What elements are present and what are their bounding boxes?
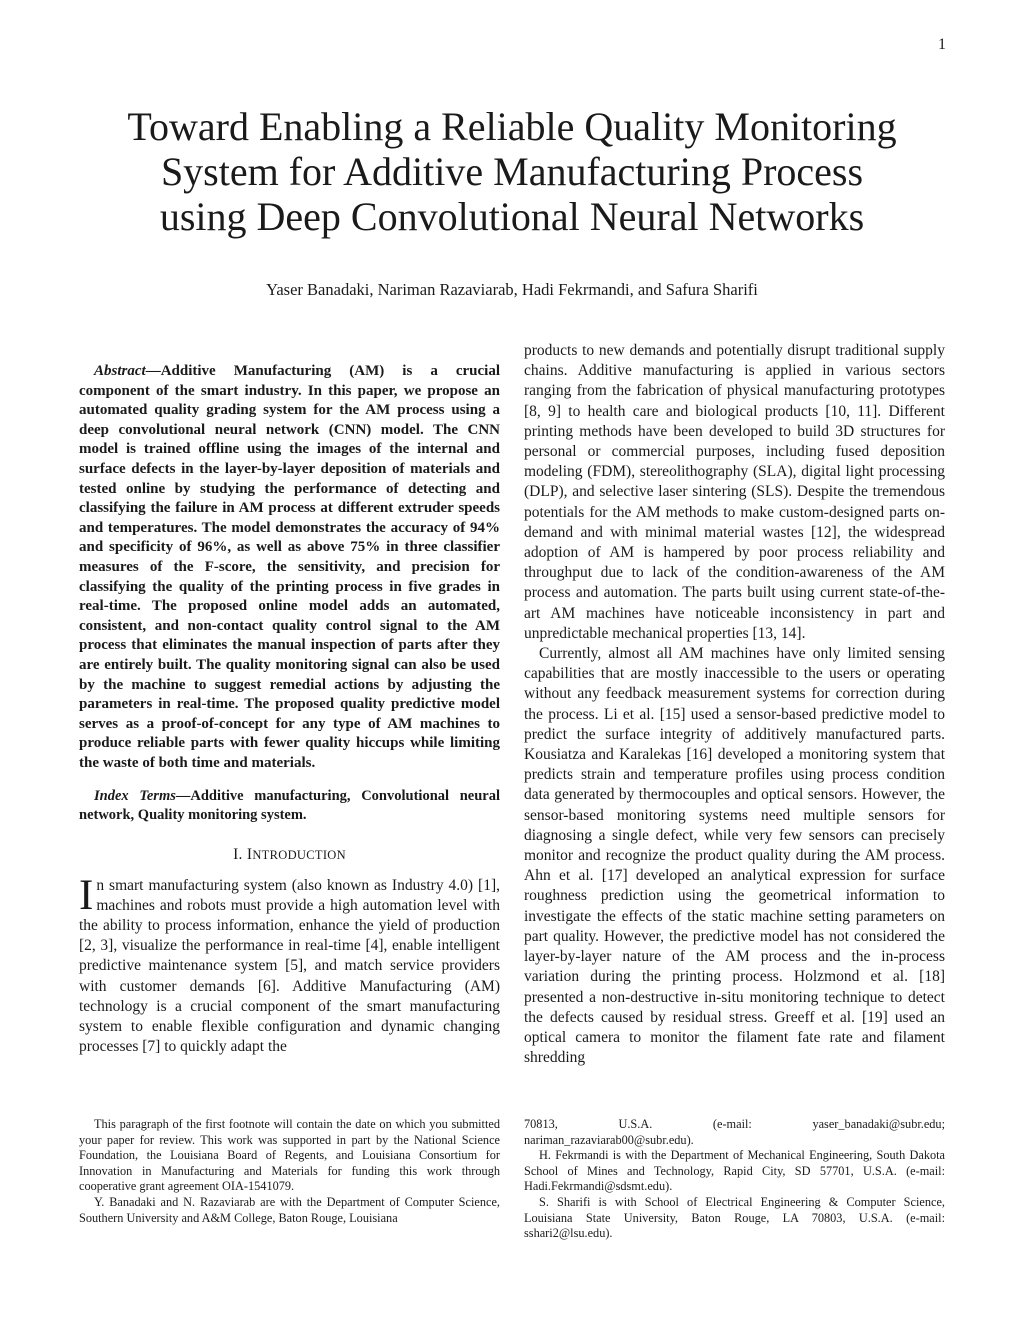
section-heading [79, 845, 500, 865]
intro-paragraph-1-continued: products to new demands and potentially disrupt traditional supply chains. Additive manufacturing is applied in various sectors ranging from the fabrication of physical manufacturing prototypes [8, 9] to health care and biological products [10, 11]. Different printing methods have been developed to build 3D structures for personal or commercial purposes, including fused deposition modeling (FDM), stereolithography (SLA), digital light processing (DLP), and selective laser sintering (SLS). Despite the tremendous potentials for the AM methods to make custom-designed parts on-demand and with minimal material wastes [12], the widespread adoption of AM is hampered by poor process reliability and throughput due to lack of the condition-awareness of the AM process and automation. The parts built using current state-of-the-art AM machines have noticeable inconsistency in part and unpredictable mechanical properties [13, 14]. [524, 342, 945, 642]
title-line: using Deep Convolutional Neural Networks [159, 194, 865, 239]
footnotes-right [524, 1117, 945, 1242]
footnotes-left [79, 1117, 500, 1226]
paper-title [60, 104, 964, 239]
index-terms-lead: Index Terms [94, 788, 176, 805]
intro-paragraph-1-text: n smart manufacturing system (also known as Industry 4.0) [1], machines and robots must provide a high automation level with the ability to process information, enhance the yield of production [2, 3], visualize the performance in real-time [4], enable intelligent predictive maintenance system [5], and match service providers with customer demands [6]. Additive Manufacturing (AM) technology is a crucial component of the smart manufacturing system to enable flexible configuration and dynamic changing processes [7] to quickly adapt the [79, 876, 500, 1056]
abstract [79, 362, 500, 773]
footnote-continued: 70813, U.S.A. (e-mail: yaser_banadaki@subr.edu; nariman_razaviarab00@subr.edu). [524, 1117, 945, 1147]
abstract-text: —Additive Manufacturing (AM) is a crucial component of the smart industry. In this paper, we propose an automated quality grading system for the AM process using a deep convolutional neural network (CNN) model. The CNN model is trained offline using the images of the internal and surface defects in the layer-by-layer deposition of materials and tested online by studying the performance of detecting and classifying the failure in AM process at different extruder speeds and temperatures. The model demonstrates the accuracy of 94% and specificity of 96%, as well as above 75% in three classifier measures of the F-score, the sensitivity, and precision for classifying the quality of the printing process in five grades in real-time. The proposed online model adds an automated, consistent, and non-contact quality control signal to the AM process that eliminates the manual inspection of parts after they are entirely built. The quality monitoring signal can also be used by the machine to suggest remedial actions by adjusting the parameters in real-time. The proposed quality predictive model serves as a proof-of-concept for any type of AM machines to produce reliable parts with fewer quality hiccups while limiting the waste of both time and materials. [79, 363, 500, 771]
title-line: Toward Enabling a Reliable Quality Monitoring [127, 104, 897, 149]
abstract-lead: Abstract [94, 363, 146, 379]
drop-cap: I [79, 871, 94, 919]
left-column [79, 362, 500, 1058]
intro-paragraph-1 [79, 871, 500, 1058]
footnote: This paragraph of the first footnote will contain the date on which you submitted your paper for review. This work was supported in part by the National Science Foundation, the Louisiana Board of Regents, and Louisiana Consortium for Innovation in Manufacturing and Materials for funding this work through cooperative grant agreement OIA-1541079. [79, 1117, 500, 1194]
footnote: H. Fekrmandi is with the Department of Mechanical Engineering, South Dakota School of Mines and Technology, Rapid City, SD 57701, U.S.A. (e-mail: Hadi.Fekrmandi@sdsmt.edu). [524, 1148, 945, 1194]
index-terms-text: —Additive manufacturing, Convolutional neural network, Quality monitoring system. [79, 788, 501, 824]
intro-paragraph-2: Currently, almost all AM machines have only limited sensing capabilities that are mostly inaccessible to the users or operating without any feedback measurement systems for correction during the process. Li et al. [15] used a sensor-based predictive model to predict the surface integrity of additively manufactured parts. Kousiatza and Karalekas [16] developed a monitoring system that predicts strain and temperature profiles using process condition data generated by thermocouples and optical sensors. However, the sensor-based monitoring systems need multiple sensors for diagnosing a single defect, while very few sensors can precisely monitor and recognize the product quality during the AM process. Ahn et al. [17] developed an analytical expression for surface roughness prediction using the geometrical information to investigate the effects of the static machine setting parameters on part quality. However, the predictive model has not considered the layer-by-layer nature of the AM process and the in-process variation during the printing process. Holzmond et al. [18] presented a non-destructive in-situ monitoring technique to detect the defects caused by residual stress. Greeff et al. [19] used an optical camera to monitor the filament fate rate and filament shredding [524, 645, 945, 1067]
index-terms [79, 787, 500, 825]
right-column [524, 341, 945, 1068]
footnote: Y. Banadaki and N. Razaviarab are with the Department of Computer Science, Southern University and A&M College, Baton Rouge, Louisiana [79, 1194, 500, 1225]
section-heading-rest: NTRODUCTION [252, 848, 346, 863]
footnote: S. Sharifi is with School of Electrical Engineering & Computer Science, Louisiana State University, Baton Rouge, LA 70803, U.S.A. (e-mail: sshari2@lsu.edu). [524, 1194, 945, 1241]
page-number: 1 [938, 36, 946, 53]
section-number: I. [233, 846, 243, 864]
title-line: System for Additive Manufacturing Process [160, 149, 864, 194]
section-heading-first-letter: I [246, 846, 253, 864]
author-list: Yaser Banadaki, Nariman Razaviarab, Hadi Fekrmandi, and Safura Sharifi [266, 280, 758, 299]
